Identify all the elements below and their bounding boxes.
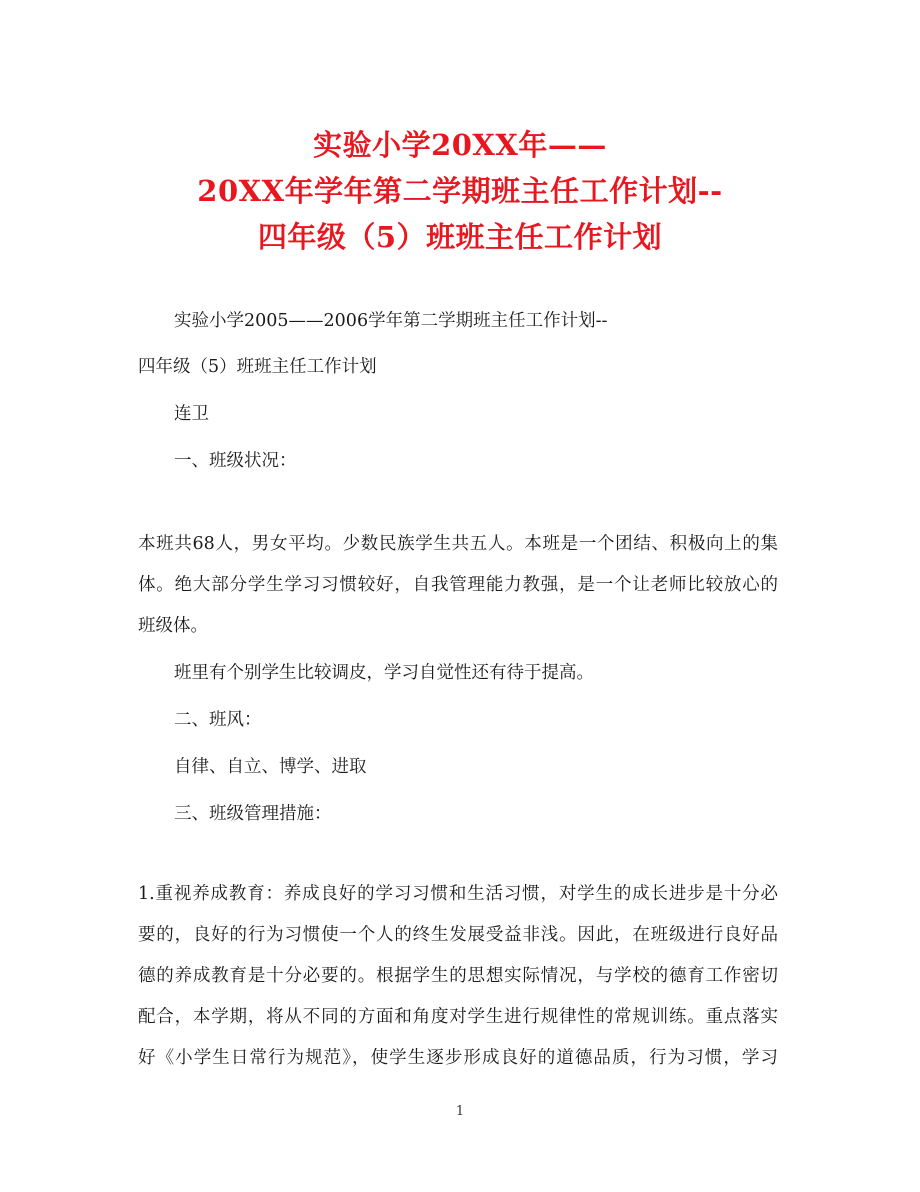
- title-line-3: 四年级（5）班班主任工作计划: [257, 220, 663, 254]
- title-line-2: 20XX年学年第二学期班主任工作计划--: [197, 174, 723, 208]
- section1-para1-line: 本班共68人，男女平均。少数民族学生共五人。本班是一个团结、积极向上的集: [138, 534, 778, 554]
- page-number: 1: [455, 1104, 465, 1119]
- document-title: [0, 122, 920, 260]
- section1-para1-line: 班级体。: [138, 616, 208, 636]
- author-name: 连卫: [174, 404, 209, 424]
- section3-para1-line: 要的，良好的行为习惯使一个人的终生发展受益非浅。因此，在班级进行良好品: [138, 925, 778, 945]
- section3-para1-line: 好《小学生日常行为规范》，使学生逐步形成良好的道德品质，行为习惯，学习: [138, 1048, 778, 1068]
- section1-para1-line: 体。绝大部分学生学习习惯较好，自我管理能力教强，是一个让老师比较放心的: [138, 575, 778, 595]
- section1-para2: 班里有个别学生比较调皮，学习自觉性还有待于提高。: [174, 663, 594, 683]
- section3-para1-line: 德的养成教育是十分必要的。根据学生的思想实际情况，与学校的德育工作密切: [138, 966, 778, 986]
- section3-para1-line: 1.重视养成教育：养成良好的学习习惯和生活习惯，对学生的成长进步是十分必: [138, 884, 778, 904]
- subtitle-line-1: 实验小学2005——2006学年第二学期班主任工作计划--: [174, 311, 608, 331]
- subtitle-line-2: 四年级（5）班班主任工作计划: [138, 357, 377, 377]
- section3-heading: 三、班级管理措施：: [174, 804, 332, 824]
- section1-heading: 一、班级状况：: [174, 451, 297, 471]
- section2-content: 自律、自立、博学、进取: [174, 757, 367, 777]
- title-line-1: 实验小学20XX年——: [313, 128, 607, 162]
- section2-heading: 二、班风：: [174, 710, 262, 730]
- section3-para1-line: 配合，本学期，将从不同的方面和角度对学生进行规律性的常规训练。重点落实: [138, 1007, 778, 1027]
